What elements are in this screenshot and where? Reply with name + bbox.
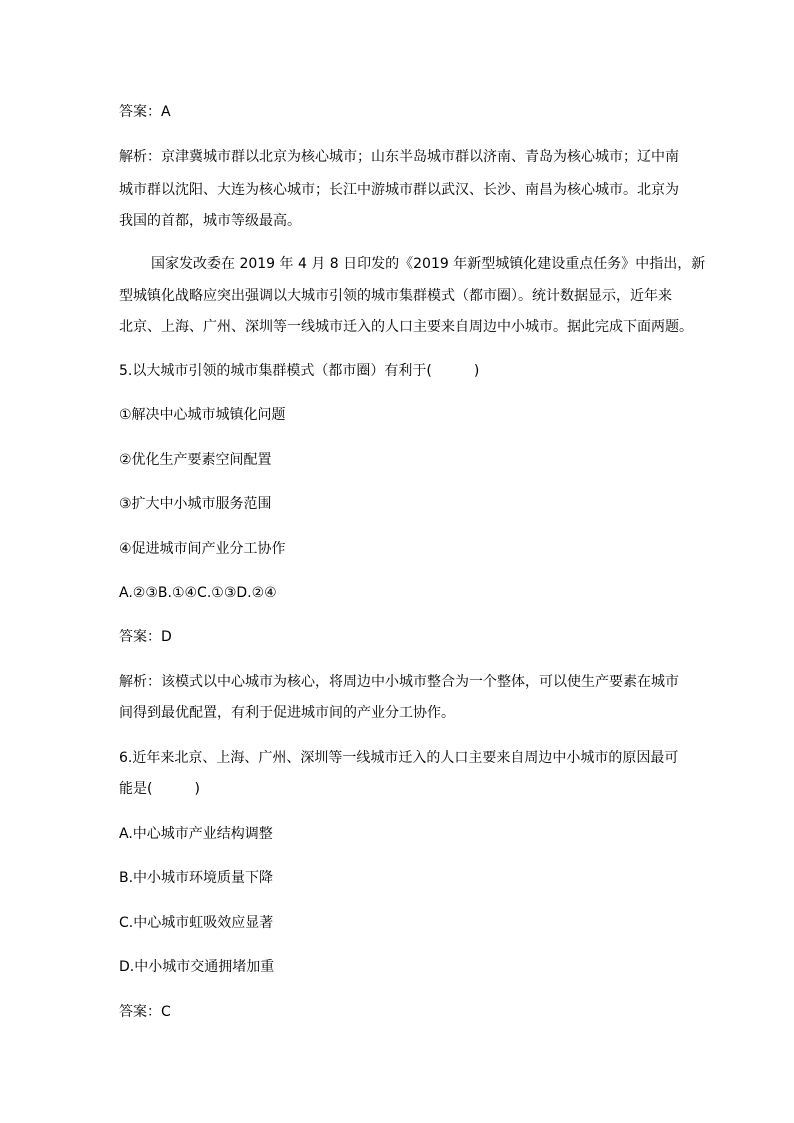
passage-line-1: 国家发改委在 2019 年 4 月 8 日印发的《2019 年新型城镇化建设重点任务》中指出，新 bbox=[151, 256, 706, 272]
question-5-option-2: ②优化生产要素空间配置 bbox=[119, 452, 272, 468]
question-5-option-3: ③扩大中小城市服务范围 bbox=[119, 496, 272, 512]
question-6-option-a: A.中心城市产业结构调整 bbox=[119, 826, 273, 842]
analysis-1-line-1: 解析：京津冀城市群以北京为核心城市；山东半岛城市群以济南、青岛为核心城市；辽中南 bbox=[119, 149, 679, 165]
question-5-option-4: ④促进城市间产业分工协作 bbox=[119, 541, 286, 557]
question-5-option-1: ①解决中心城市城镇化问题 bbox=[119, 407, 286, 423]
question-6-option-c: C.中心城市虹吸效应显著 bbox=[119, 915, 274, 931]
question-6-stem-line-1: 6.近年来北京、上海、广州、深圳等一线城市迁入的人口主要来自周边中小城市的原因最可 bbox=[119, 750, 679, 766]
answer-6: 答案：C bbox=[119, 1004, 171, 1020]
analysis-5-line-1: 解析：该模式以中心城市为核心，将周边中小城市整合为一个整体，可以使生产要素在城市 bbox=[119, 674, 679, 690]
question-6-stem-line-2: 能是( ) bbox=[119, 781, 200, 797]
question-5-choices: A.②③B.①④C.①③D.②④ bbox=[119, 585, 277, 601]
analysis-5-line-2: 间得到最优配置，有利于促进城市间的产业分工协作。 bbox=[119, 705, 455, 721]
question-6-option-d: D.中小城市交通拥堵加重 bbox=[119, 959, 275, 975]
analysis-1-line-3: 我国的首都，城市等级最高。 bbox=[119, 213, 301, 229]
question-5-stem: 5.以大城市引领的城市集群模式（都市圈）有利于( ) bbox=[119, 363, 480, 379]
passage-line-3: 北京、上海、广州、深圳等一线城市迁入的人口主要来自周边中小城市。据此完成下面两题。 bbox=[119, 319, 693, 335]
answer-5: 答案：D bbox=[119, 629, 172, 645]
question-6-option-b: B.中小城市环境质量下降 bbox=[119, 870, 274, 886]
analysis-1-line-2: 城市群以沈阳、大连为核心城市；长江中游城市群以武汉、长沙、南昌为核心城市。北京为 bbox=[119, 182, 679, 198]
answer-1: 答案：A bbox=[119, 104, 171, 120]
passage-line-2: 型城镇化战略应突出强调以大城市引领的城市集群模式（都市圈）。统计数据显示，近年来 bbox=[119, 288, 672, 304]
